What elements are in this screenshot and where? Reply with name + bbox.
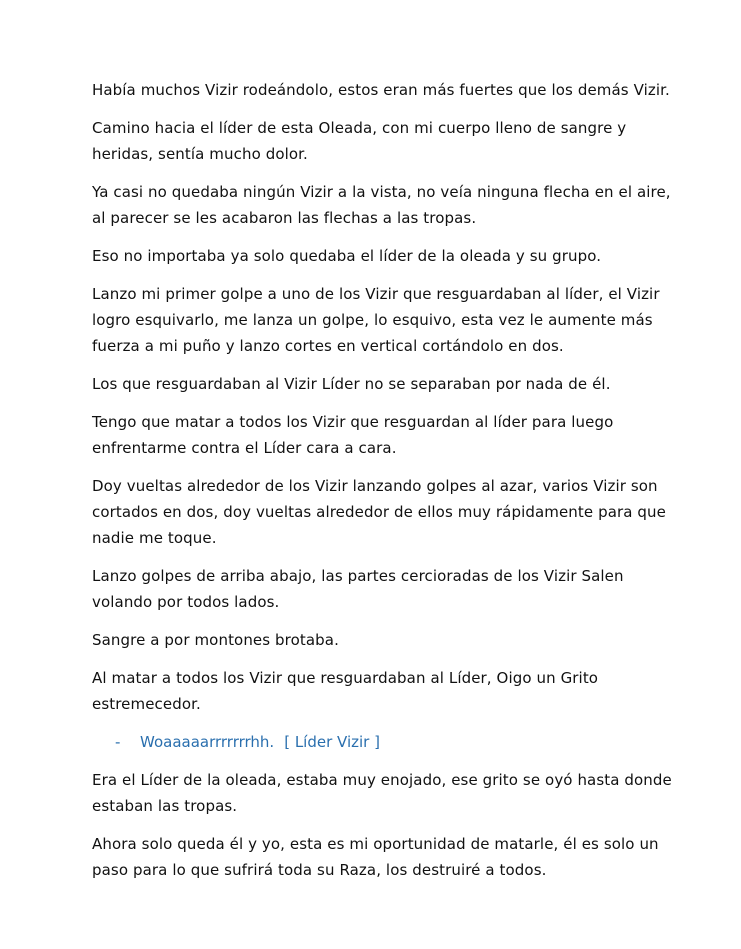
paragraph: Había muchos Vizir rodeándolo, estos eran más fuertes que los demás Vizir. xyxy=(92,81,670,99)
paragraph: Era el Líder de la oleada, estaba muy enojado, ese grito se oyó hasta donde estaban las tropas. xyxy=(92,771,672,815)
paragraph: Eso no importaba ya solo quedaba el líder de la oleada y su grupo. xyxy=(92,247,602,265)
paragraph: Tengo que matar a todos los Vizir que resguardan al líder para luego enfrentarme contra el Líder cara a cara. xyxy=(92,413,614,457)
paragraph: Ahora solo queda él y yo, esta es mi oportunidad de matarle, él es solo un paso para lo que sufrirá toda su Raza, los destruiré a todos. xyxy=(92,835,659,879)
paragraph: Los que resguardaban al Vizir Líder no se separaban por nada de él. xyxy=(92,375,611,393)
dialog-text: Woaaaaarrrrrrrhh. xyxy=(140,733,275,751)
paragraph: Al matar a todos los Vizir que resguardaban al Líder, Oigo un Grito estremecedor. xyxy=(92,669,599,713)
paragraph: Camino hacia el líder de esta Oleada, con mi cuerpo lleno de sangre y heridas, sentía mucho dolor. xyxy=(92,119,627,163)
dialog-speaker: [ Líder Vizir ] xyxy=(284,733,380,751)
document-body xyxy=(92,77,682,895)
paragraph: Lanzo golpes de arriba abajo, las partes cercioradas de los Vizir Salen volando por todos lados. xyxy=(92,567,624,611)
paragraph: Lanzo mi primer golpe a uno de los Vizir que resguardaban al líder, el Vizir logro esquivarlo, me lanza un golpe, lo esquivo, esta vez le aumente más fuerza a mi puño y lanzo cortes en vertical cortándolo en dos. xyxy=(92,285,660,355)
paragraph: Ya casi no quedaba ningún Vizir a la vista, no veía ninguna flecha en el aire, al parecer se les acabaron las flechas a las tropas. xyxy=(92,183,671,227)
paragraph: Doy vueltas alrededor de los Vizir lanzando golpes al azar, varios Vizir son cortados en dos, doy vueltas alrededor de ellos muy rápidamente para que nadie me toque. xyxy=(92,477,666,547)
dialog-bullet: - xyxy=(115,733,121,751)
dialog-line xyxy=(92,729,682,755)
paragraph: Sangre a por montones brotaba. xyxy=(92,631,339,649)
